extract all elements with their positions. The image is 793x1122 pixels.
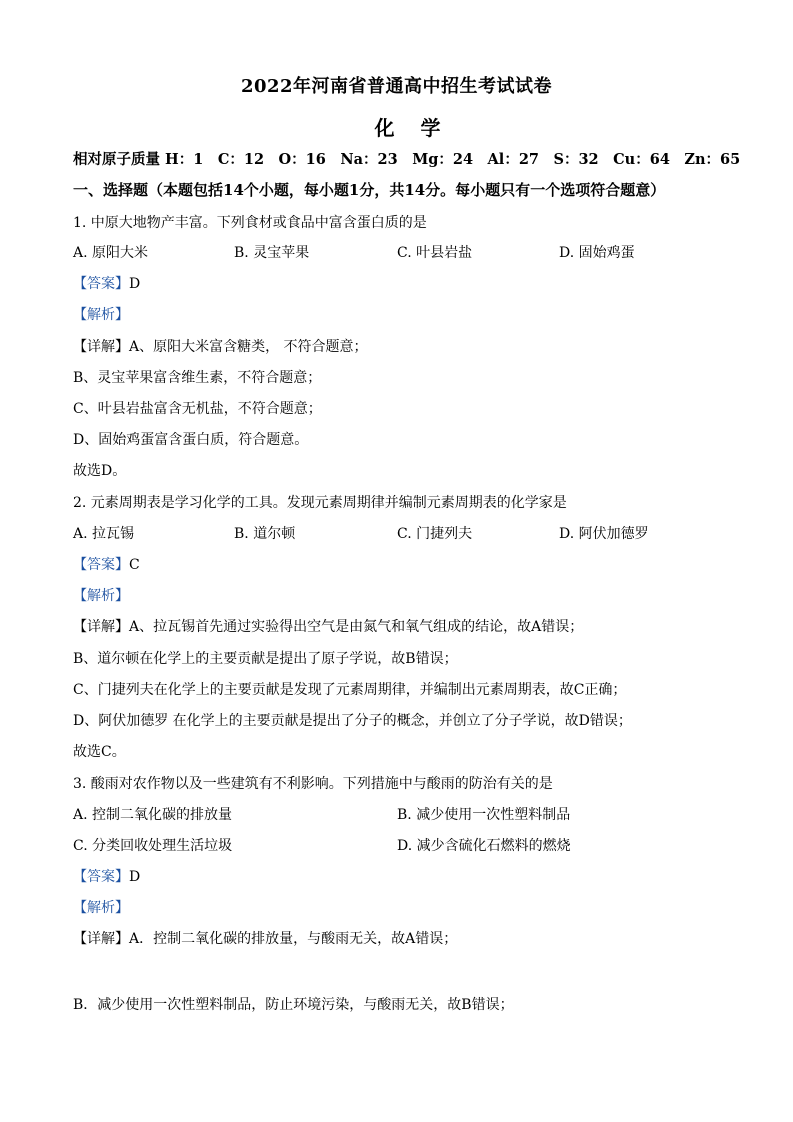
exam-title: 2022年河南省普通高中招生考试试卷 [240, 76, 553, 97]
q2-detail-text: A、拉瓦锡首先通过实验得出空气是由氮气和氧气组成的结论，故A错误； [129, 619, 584, 635]
q2-analysis-label: 【解析】 [73, 588, 129, 604]
detail-label: 【详解】 [73, 619, 129, 635]
q2-detail-line-4: D、阿伏加德罗 在化学上的主要贡献是提出了分子的概念，并创立了分子学说，故D错误； [73, 713, 632, 729]
q2-option-d: D. 阿伏加德罗 [559, 526, 649, 542]
q1-answer-line [73, 274, 140, 294]
q3-option-a: A. 控制二氧化碳的排放量 [73, 807, 233, 823]
answer-label: 【答案】 [73, 869, 129, 885]
section-heading: 一、选择题（本题包括14个小题，每小题1分，共14分。每小题只有一个选项符合题意） [73, 181, 666, 199]
q2-conclusion: 故选C。 [73, 744, 126, 760]
q2-option-a: A. 拉瓦锡 [73, 526, 135, 542]
q2-option-c: C. 门捷列夫 [397, 526, 473, 542]
q3-stem: 3. 酸雨对农作物以及一些建筑有不利影响。下列措施中与酸雨的防治有关的是 [73, 776, 553, 792]
q2-answer-line [73, 555, 140, 575]
q2-answer: C [129, 557, 140, 573]
q1-detail-line-3: C、叶县岩盐富含无机盐，不符合题意； [73, 401, 322, 417]
q3-answer-line [73, 867, 140, 887]
q2-option-b: B. 道尔顿 [234, 526, 296, 542]
detail-label: 【详解】 [73, 339, 129, 355]
q3-option-c: C. 分类回收处理生活垃圾 [73, 838, 233, 854]
answer-label: 【答案】 [73, 557, 129, 573]
subject-title: 化学 [374, 116, 467, 140]
q1-stem: 1. 中原大地物产丰富。下列食材或食品中富含蛋白质的是 [73, 215, 427, 231]
q1-detail-line-1 [73, 337, 368, 357]
q3-detail-line-1 [73, 929, 457, 949]
q1-conclusion: 故选D。 [73, 463, 127, 479]
q3-option-b: B. 减少使用一次性塑料制品 [397, 807, 571, 823]
answer-label: 【答案】 [73, 276, 129, 292]
q3-detail-line-2: B．减少使用一次性塑料制品，防止环境污染，与酸雨无关，故B错误； [73, 997, 514, 1013]
q3-option-d: D. 减少含硫化石燃料的燃烧 [397, 838, 571, 854]
detail-label: 【详解】 [73, 931, 129, 947]
q1-option-b: B. 灵宝苹果 [234, 245, 310, 261]
q1-detail-line-4: D、固始鸡蛋富含蛋白质，符合题意。 [73, 432, 309, 448]
q1-detail-line-2: B、灵宝苹果富含维生素，不符合题意； [73, 370, 322, 386]
q3-detail-text: A．控制二氧化碳的排放量，与酸雨无关，故A错误； [129, 931, 458, 947]
q1-analysis-label: 【解析】 [73, 307, 129, 323]
q1-option-d: D. 固始鸡蛋 [559, 245, 635, 261]
q3-answer: D [129, 869, 141, 885]
q1-option-a: A. 原阳大米 [73, 245, 149, 261]
q2-stem: 2. 元素周期表是学习化学的工具。发现元素周期律并编制元素周期表的化学家是 [73, 495, 567, 511]
q3-analysis-label: 【解析】 [73, 900, 129, 916]
q2-detail-line-2: B、道尔顿在化学上的主要贡献是提出了原子学说，故B错误； [73, 651, 458, 667]
q1-option-c: C. 叶县岩盐 [397, 245, 473, 261]
q1-detail-text: A、原阳大米富含糖类， 不符合题意； [129, 339, 368, 355]
atomic-masses: 相对原子质量 H：1 C：12 O：16 Na：23 Mg：24 Al：27 S：32 Cu：64 Zn：65 [73, 151, 741, 168]
q2-detail-line-3: C、门捷列夫在化学上的主要贡献是发现了元素周期律，并编制出元素周期表，故C正确； [73, 682, 627, 698]
q2-detail-line-1 [73, 617, 583, 637]
q1-answer: D [129, 276, 141, 292]
